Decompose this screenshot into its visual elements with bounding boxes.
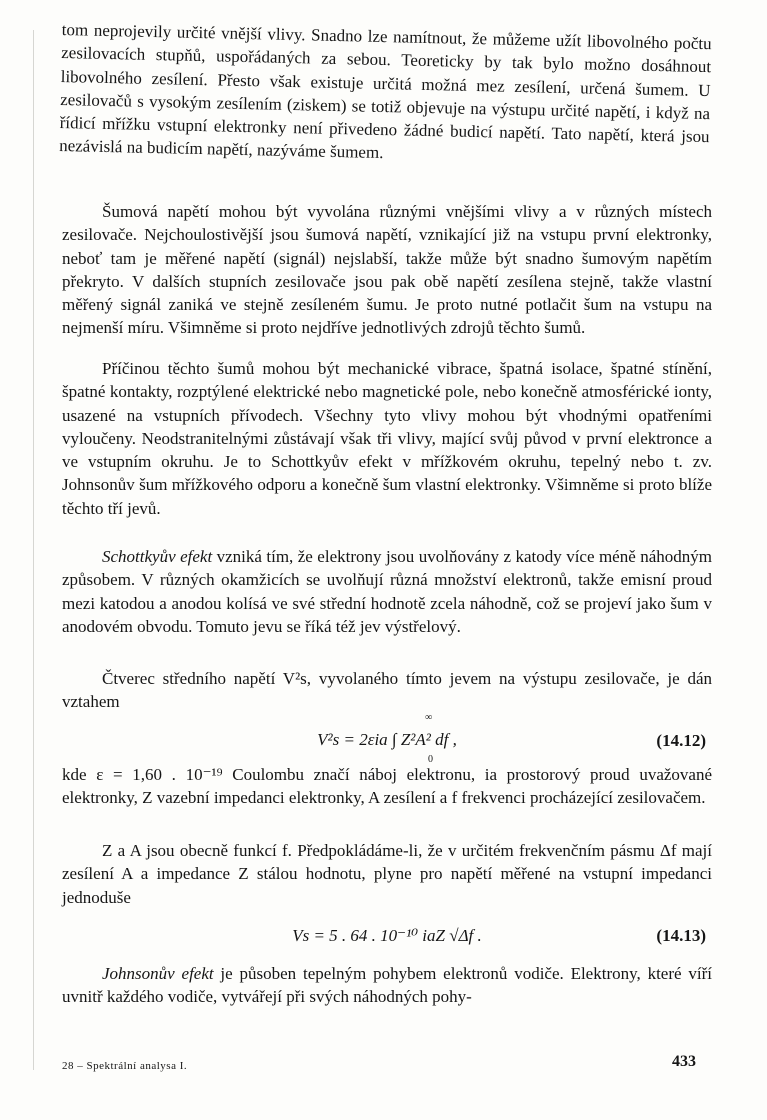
paragraph-frequency-band — [62, 839, 712, 909]
paragraph-noise-sources — [62, 200, 712, 340]
paragraph-5-text: Čtverec středního napětí V²s, vyvolaného tímto jevem na výstupu zesilovače, je dán vztahem — [62, 669, 712, 712]
paragraph-1-text: tom neprojevily určité vnější vlivy. Snadno lze namítnout, že můžeme užít libovolného počtu zesilovacích stupňů, uspořádaných za sebou. Teoreticky by tak bylo možno dosáhnout libovolného zesílení. Přesto však existuje určitá možná mez zesílení, určená šumem. U zesilovačů s vysokým zesílením (ziskem) se totiž objevuje na výstupu určité napětí, i když na řídicí mřížku vstupní elektronky není přivedeno žádné budicí napětí. Tato napětí, která jsou nezávislá na budicím napětí, nazýváme šumem. — [59, 19, 712, 163]
equation-1-formula: V²s = 2εia ∫ Z²A² df , — [317, 730, 457, 749]
page-gutter-line — [33, 30, 34, 1070]
paragraph-7-text: Z a A jsou obecně funkcí f. Předpokládáme-li, že v určitém frekvenčním pásmu Δf mají zesílení A a impedance Z stálou hodnotu, plyne pro napětí měřené na vstupní impedanci jednoduše — [62, 841, 712, 907]
paragraph-noise-causes — [62, 357, 712, 520]
equation-1-number: (14.12) — [656, 731, 706, 750]
paragraph-johnson-effect — [62, 962, 712, 1009]
paragraph-schottky-effect — [62, 545, 712, 638]
integral-upper-limit: ∞ — [425, 712, 433, 723]
equation-14-13 — [62, 922, 712, 952]
paragraph-mean-square-voltage — [62, 667, 712, 714]
paragraph-6-text: kde ε = 1,60 . 10⁻¹⁹ Coulombu značí náboj elektronu, ia prostorový proud uvažované elektronky, Z vazební impedanci elektronky, A zesílení a f frekvenci procházející zesilovačem. — [62, 765, 712, 808]
integral-lower-limit: 0 — [428, 754, 433, 765]
johnson-term: Johnsonův efekt — [102, 964, 214, 983]
equation-14-12 — [62, 712, 712, 770]
paragraph-symbols — [62, 763, 712, 810]
schottky-term: Schottkyův efekt — [102, 547, 213, 566]
page-number: 433 — [672, 1053, 696, 1070]
signature-mark: 28 – Spektrální analysa I. — [62, 1060, 188, 1072]
equation-2-number: (14.13) — [656, 926, 706, 945]
paragraph-4-text: vzniká tím, že elektrony jsou uvolňovány z katody více méně náhodným způsobem. V různých okamžicích se uvolňují různá množství elektronů, takže emisní proud mezi katodou a anodou kolísá ve své střední hodnotě zcela náhodně, což se projeví jako šum v anodovém obvodu. Tomuto jevu se říká též jev výstřelový. — [62, 547, 712, 636]
paragraph-8-text: je působen tepelným pohybem elektronů vodiče. Elektrony, které víří uvnitř každého vodiče, vytvářejí při svých náhodných pohy- — [62, 964, 712, 1007]
equation-2-formula: Vs = 5 . 64 . 10⁻¹⁰ iaZ √Δf . — [292, 926, 482, 945]
paragraph-2-text: Šumová napětí mohou být vyvolána různými vnějšími vlivy a v různých místech zesilovače. Nejchoulostivější jsou šumová napětí, vznikající již na vstupu první elektronky, neboť tam je měřené napětí (signál) nejslabší, takže může být snadno šumovým napětím překryto. V dalších stupních zesilovače jsou pak obě napětí zesílena stejně, takže vlastní měřený signál zaniká ve stejně zesíleném šumu. Je proto nutné potlačit šum na vstupu na nejmenší míru. Všimněme si proto nejdříve jednotlivých zdrojů těchto šumů. — [62, 202, 712, 338]
paragraph-3-text: Příčinou těchto šumů mohou být mechanické vibrace, špatná isolace, špatné stínění, špatné kontakty, rozptýlené elektrické nebo magnetické pole, nebo konečně atmosférické ionty, usazené na vstupních přívodech. Všechny tyto vlivy mohou být vhodnými opatřeními vyloučeny. Neodstranitelnými zůstávají však tři vlivy, mající svůj původ v první elektronce a ve vstupním okruhu. Je to Schottkyův efekt v mřížkovém okruhu, tepelný nebo t. zv. Johnsonův šum mřížkového odporu a konečně šum vlastní elektronky. Všimněme si proto blíže těchto tří jevů. — [62, 359, 712, 518]
paragraph-noise-limit — [59, 18, 712, 163]
